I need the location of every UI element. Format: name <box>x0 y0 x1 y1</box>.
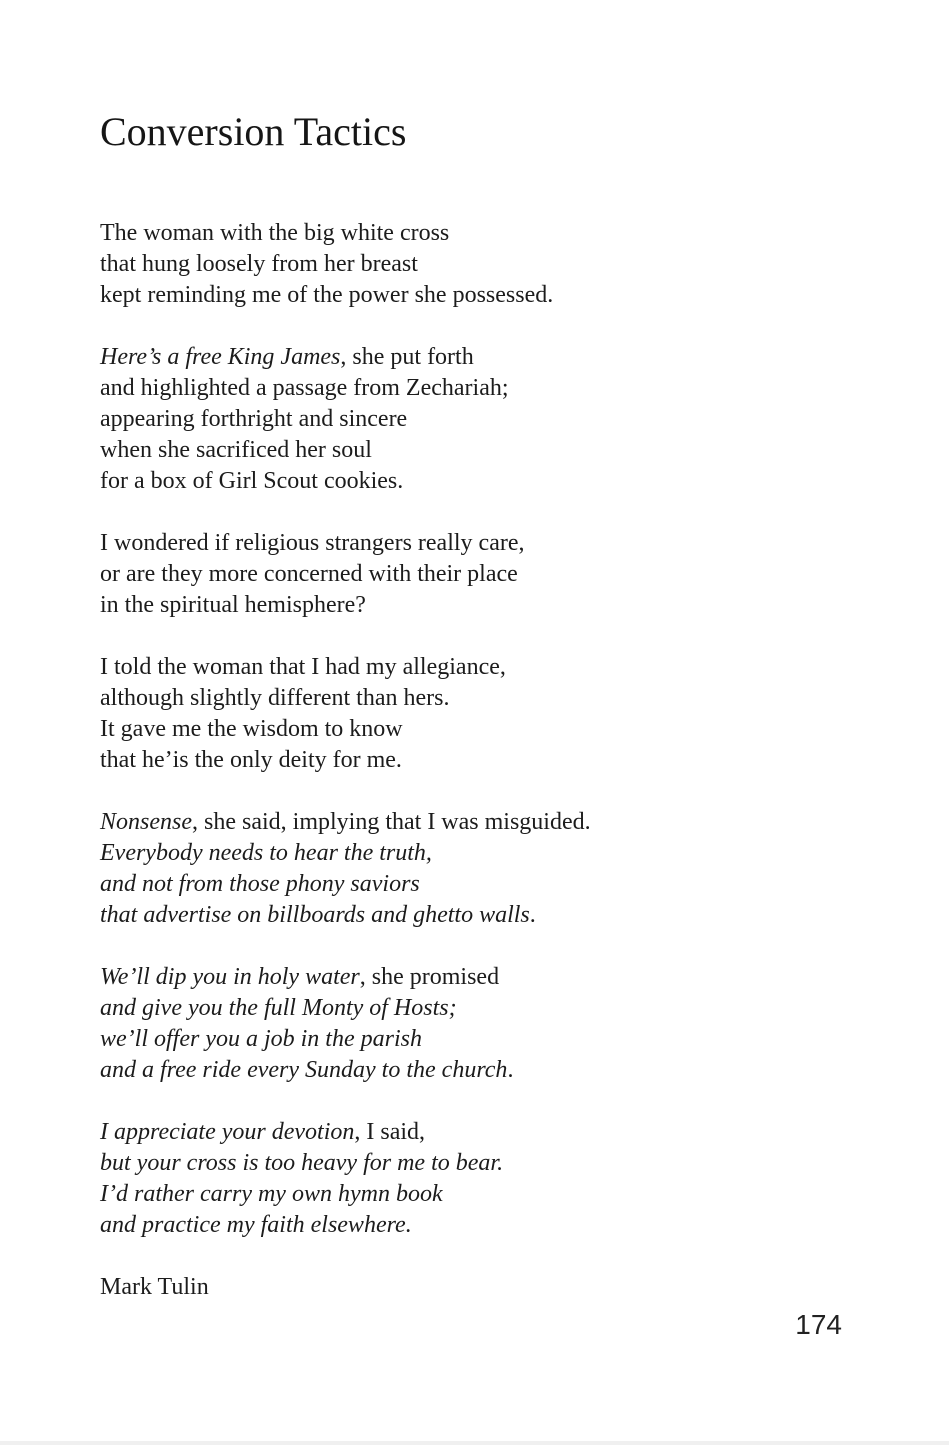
poem-line: but your cross is too heavy for me to bear. <box>100 1150 504 1176</box>
stanza <box>100 652 849 776</box>
poem-line: that hung loosely from her breast <box>100 251 418 277</box>
poem-line: It gave me the wisdom to know <box>100 716 403 742</box>
stanza <box>100 342 849 497</box>
poem-line: I told the woman that I had my allegiance, <box>100 654 506 680</box>
poem-line: when she sacrificed her soul <box>100 437 372 463</box>
poem-line: and give you the full Monty of Hosts; <box>100 995 457 1021</box>
poem-line: we’ll offer you a job in the parish <box>100 1026 422 1052</box>
stanza <box>100 528 849 621</box>
stanza <box>100 1117 849 1241</box>
poem-line: and a free ride every Sunday to the church. <box>100 1057 514 1083</box>
poem-line: Nonsense, she said, implying that I was misguided. <box>100 809 591 835</box>
poem-line: in the spiritual hemisphere? <box>100 592 366 618</box>
poem-line: appearing forthright and sincere <box>100 406 408 432</box>
poem-line: that advertise on billboards and ghetto walls. <box>100 902 536 928</box>
poem-line: Here’s a free King James, she put forth <box>100 344 474 370</box>
poem-line: We’ll dip you in holy water, she promised <box>100 964 500 990</box>
poem-line: and not from those phony saviors <box>100 871 420 897</box>
poem-line: Everybody needs to hear the truth, <box>100 840 432 866</box>
poem-line: that he’is the only deity for me. <box>100 747 402 773</box>
page-title: Conversion Tactics <box>100 109 407 154</box>
poem-line: kept reminding me of the power she possessed. <box>100 282 554 308</box>
poem-line: for a box of Girl Scout cookies. <box>100 468 404 494</box>
poem-line: and highlighted a passage from Zechariah; <box>100 375 509 401</box>
poem-line: The woman with the big white cross <box>100 220 450 246</box>
author-name: Mark Tulin <box>100 1274 209 1300</box>
bottom-edge-divider <box>0 1441 949 1445</box>
poem-line: or are they more concerned with their place <box>100 561 518 587</box>
poem-line: I appreciate your devotion, I said, <box>100 1119 426 1145</box>
poem-line: I’d rather carry my own hymn book <box>100 1181 443 1207</box>
page-number: 174 <box>795 1309 842 1340</box>
poem-line: and practice my faith elsewhere. <box>100 1212 412 1238</box>
stanza <box>100 807 849 931</box>
poem-line: I wondered if religious strangers really care, <box>100 530 525 556</box>
poem <box>100 218 849 1241</box>
stanza <box>100 218 849 311</box>
stanza <box>100 962 849 1086</box>
poem-line: although slightly different than hers. <box>100 685 450 711</box>
